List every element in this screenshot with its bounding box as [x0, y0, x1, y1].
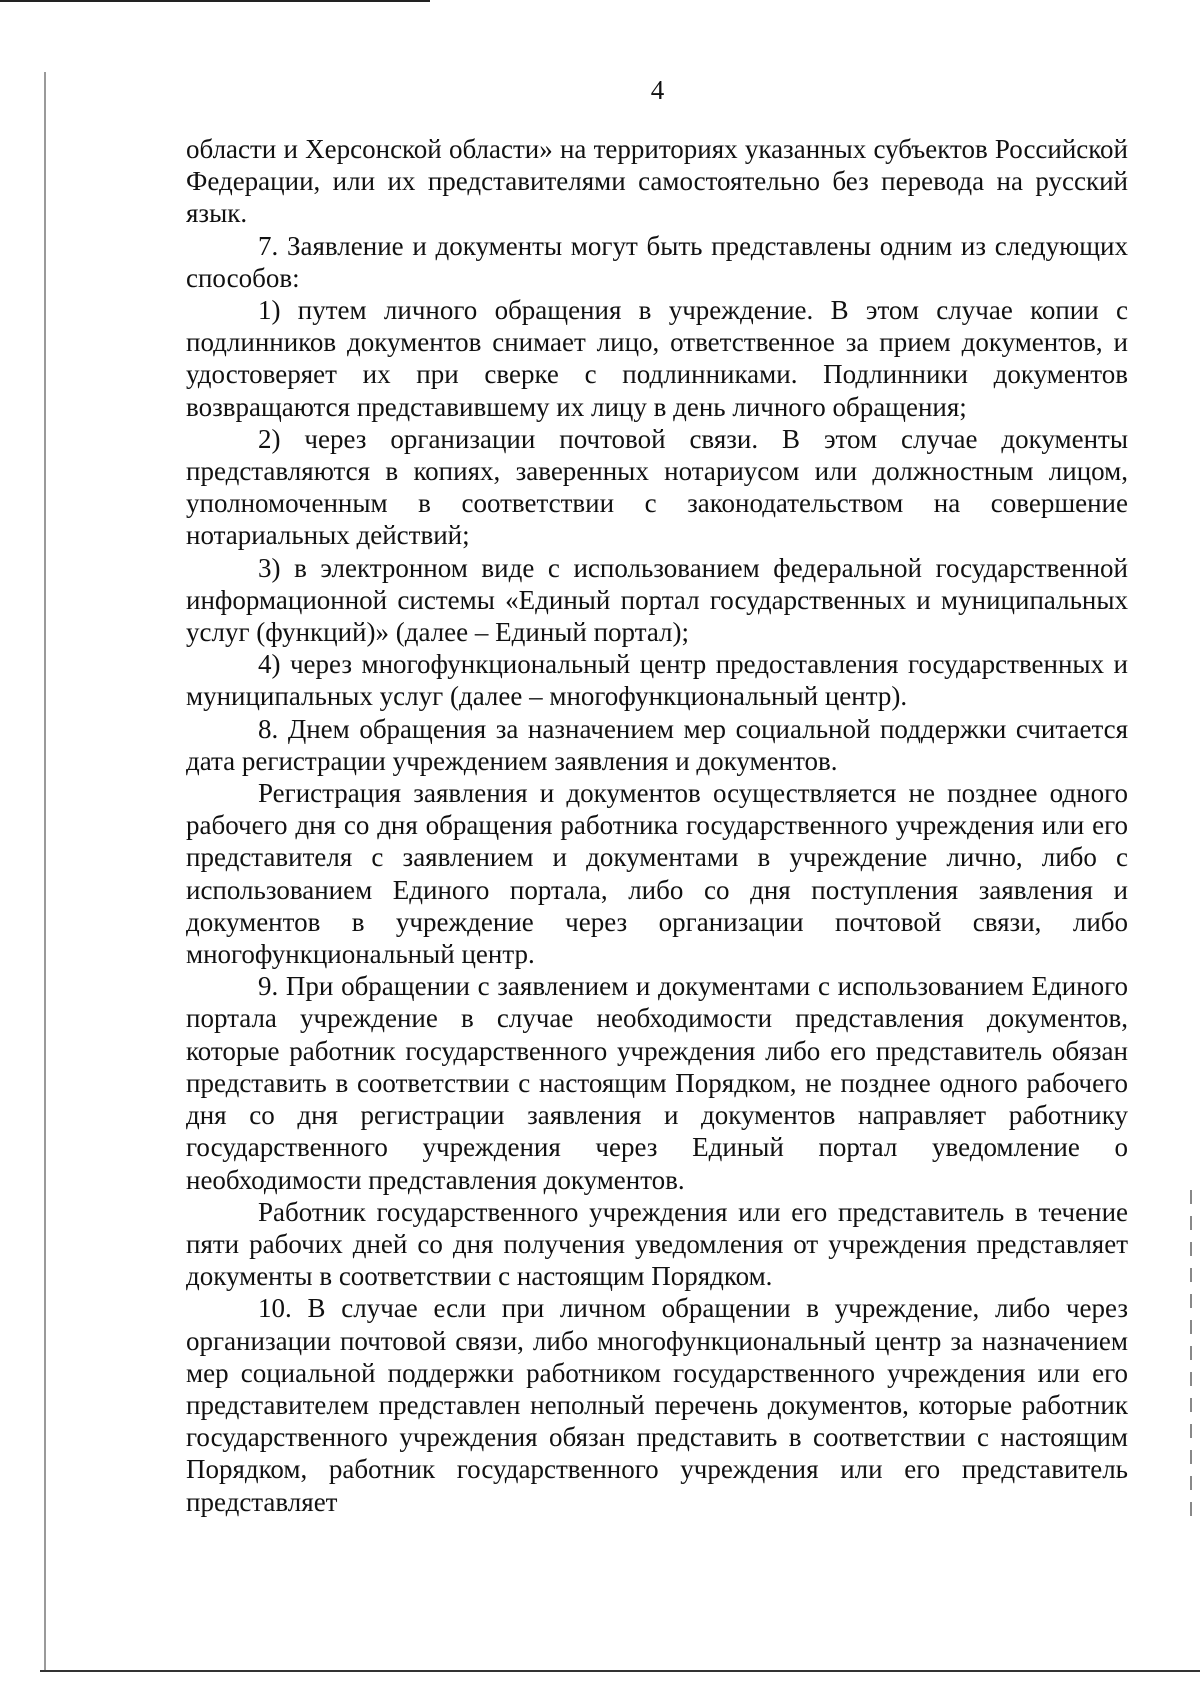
paragraph-notification-response: Работник государственного учреждения или его представитель в течение пяти рабочих дней со дня получения уведомления от учреждения представляет документы в соответствии с настоящим Порядком. [186, 1196, 1128, 1292]
scan-edge-top [0, 0, 430, 2]
page-number: 4 [650, 75, 665, 105]
paragraph-subitem-3: 3) в электронном виде с использованием федеральной государственной информационной системы «Единый портал государственных и муниципальных услуг (функций)» (далее – Единый портал); [186, 552, 1128, 648]
paragraph-subitem-1: 1) путем личного обращения в учреждение. В этом случае копии с подлинников документов снимает лицо, ответственное за прием документов, и удостоверяет их при сверке с подлинниками. Подлинники документов возвращаются представившему их лицу в день личного обращения; [186, 295, 1128, 422]
paragraph-subitem-2: 2) через организации почтовой связи. В этом случае документы представляются в копиях, заверенных нотариусом или должностным лицом, уполномоченным в соответствии с законодательством на совершение нотариальных действий; [186, 423, 1128, 551]
paragraph-continuation: области и Херсонской области» на территориях указанных субъектов Российской Федерации, или их представителями самостоятельно без перевода на русский язык. [186, 134, 1128, 229]
scan-edge-bottom [40, 1670, 1200, 1672]
document-body [186, 133, 1128, 1518]
paragraph-item-10: 10. В случае если при личном обращении в учреждение, либо через организации почтовой связи, либо многофункциональный центр за назначением мер социальной поддержки работником государственного учреждения или его представителем представлен неполный перечень документов, которые работник государственного учреждения обязан представить в соответствии с настоящим Порядком, работник государственного учреждения или его представитель представляет [186, 1293, 1128, 1517]
scan-edge-left [44, 72, 46, 1672]
paragraph-registration: Регистрация заявления и документов осуществляется не позднее одного рабочего дня со дня обращения работника государственного учреждения или его представителя с заявлением и документами в учреждение лично, либо с использованием Единого портала, либо со дня поступления заявления и документов в учреждение через организации почтовой связи, либо многофункциональный центр. [186, 778, 1128, 970]
paragraph-item-8: 8. Днем обращения за назначением мер социальной поддержки считается дата регистрации учреждением заявления и документов. [186, 713, 1128, 776]
paragraph-subitem-4: 4) через многофункциональный центр предоставления государственных и муниципальных услуг (далее – многофункциональный центр). [186, 649, 1128, 712]
scan-edge-right [1190, 1190, 1192, 1520]
paragraph-item-9: 9. При обращении с заявлением и документами с использованием Единого портала учреждение в случае необходимости представления документов, которые работник государственного учреждения либо его представитель обязан представить в соответствии с настоящим Порядком, не позднее одного рабочего дня со дня регистрации заявления и документов направляет работнику государственного учреждения через Единый портал уведомление о необходимости представления документов. [186, 971, 1128, 1195]
paragraph-item-7: 7. Заявление и документы могут быть представлены одним из следующих способов: [186, 230, 1128, 293]
